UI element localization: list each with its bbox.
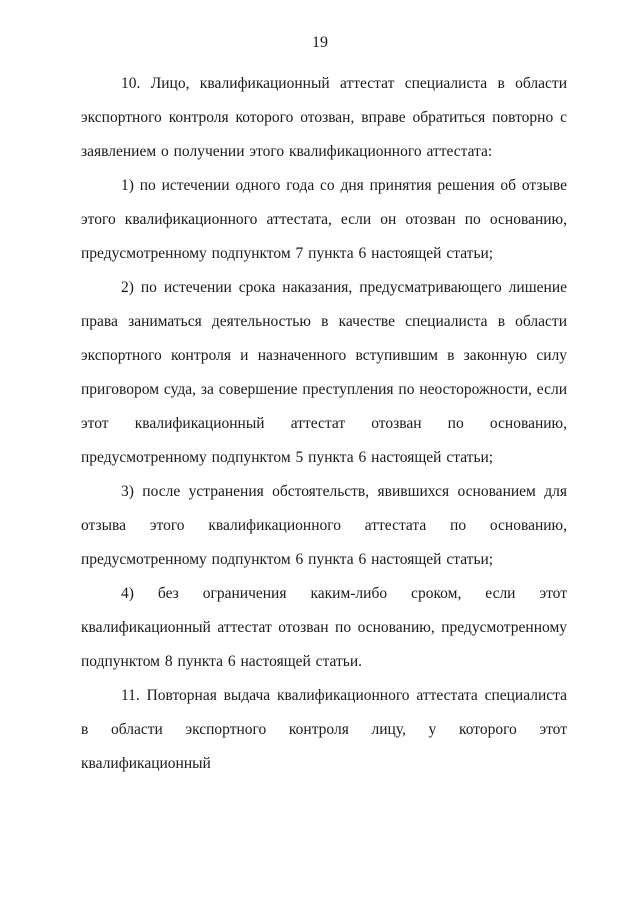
list-item-4: 4) без ограничения каким-либо сроком, если этот квалификационный аттестат отозван по основанию, предусмотренному подпунктом 8 пункта 6 настоящей статьи. — [81, 585, 567, 670]
paragraph-11: 11. Повторная выдача квалификационного аттестата специалиста в области экспортного контроля лицу, у которого этот квалификационный — [81, 687, 567, 772]
paragraph-10: 10. Лицо, квалификационный аттестат специалиста в области экспортного контроля которого отозван, вправе обратиться повторно с заявлением о получении этого квалификационного аттестата: — [81, 75, 567, 160]
list-item-1: 1) по истечении одного года со дня принятия решения об отзыве этого квалификационного аттестата, если он отозван по основанию, предусмотренному подпунктом 7 пункта 6 настоящей статьи; — [81, 177, 567, 262]
list-item-3: 3) после устранения обстоятельств, явившихся основанием для отзыва этого квалификационного аттестата по основанию, предусмотренному подпунктом 6 пункта 6 настоящей статьи; — [81, 483, 567, 568]
page-number: 19 — [312, 34, 328, 51]
document-body — [81, 67, 567, 781]
list-item-2: 2) по истечении срока наказания, предусматривающего лишение права заниматься деятельностью в качестве специалиста в области экспортного контроля и назначенного вступившим в законную силу приговором суда, за совершение преступления по неосторожности, если этот квалификационный аттестат отозван по основанию, предусмотренному подпунктом 5 пункта 6 настоящей статьи; — [81, 279, 567, 466]
